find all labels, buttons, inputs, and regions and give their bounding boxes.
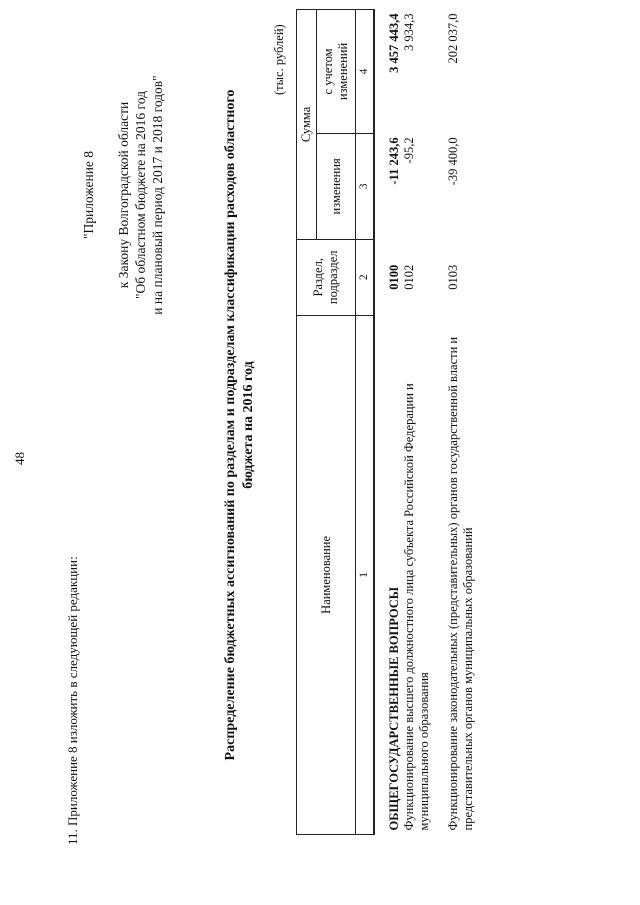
header-column-number: 4 bbox=[356, 10, 375, 134]
row-change: -11 243,6 bbox=[387, 137, 401, 185]
table-row bbox=[402, 10, 432, 835]
budget-table bbox=[296, 9, 476, 835]
page-number: 48 bbox=[12, 452, 27, 465]
header-code bbox=[297, 239, 356, 315]
units-label: (тыс. рублей) bbox=[272, 24, 286, 95]
document-title-line: бюджета на 2016 год bbox=[241, 361, 256, 489]
header-total bbox=[317, 10, 356, 134]
row-name: Функционирование высшего должностного лица субъекта Российской Федерации и муниципального образования bbox=[402, 383, 431, 831]
row-name: ОБЩЕГОСУДАРСТВЕННЫЕ ВОПРОСЫ bbox=[387, 587, 401, 831]
document-title bbox=[222, 5, 258, 845]
row-code: 0100 bbox=[387, 264, 401, 290]
row-code: 0103 bbox=[446, 264, 460, 290]
header-total-line: изменений bbox=[336, 42, 350, 101]
appendix-line: "Об областном бюджете на 2016 год bbox=[133, 91, 148, 299]
row-code: 0102 bbox=[402, 264, 416, 290]
header-code-line: Раздел, bbox=[311, 258, 325, 297]
header-column-number: 1 bbox=[356, 315, 375, 834]
header-column-number: 2 bbox=[356, 239, 375, 315]
header-code-line: подраздел bbox=[326, 250, 340, 305]
row-change: -95,2 bbox=[402, 137, 416, 164]
row-name: Функционирование законодательных (представительных) органов государственной власти и представительных органов муниципальных образований bbox=[446, 336, 475, 831]
table-row bbox=[374, 10, 402, 835]
appendix-line: и на плановый период 2017 и 2018 годов" bbox=[150, 75, 165, 315]
appendix-header bbox=[80, 45, 166, 345]
appendix-line: к Закону Волгоградской области bbox=[116, 101, 131, 289]
row-total: 3 457 443,4 bbox=[387, 13, 401, 73]
header-change: изменения bbox=[317, 133, 356, 239]
table-row bbox=[432, 10, 476, 835]
header-name: Наименование bbox=[297, 315, 356, 834]
row-total: 3 934,3 bbox=[402, 13, 416, 51]
header-sum: Сумма bbox=[297, 10, 317, 240]
header-column-number: 3 bbox=[356, 133, 375, 239]
document-title-line: Распределение бюджетных ассигнований по разделам и подразделам классификации расходов областного bbox=[223, 89, 238, 761]
header-total-line: с учетом bbox=[321, 48, 335, 95]
appendix-title: "Приложение 8 bbox=[81, 150, 96, 240]
intro-text: 11. Приложение 8 изложить в следующей редакции: bbox=[65, 556, 80, 845]
row-change: -39 400,0 bbox=[446, 137, 460, 186]
row-total: 202 037,0 bbox=[446, 13, 460, 64]
